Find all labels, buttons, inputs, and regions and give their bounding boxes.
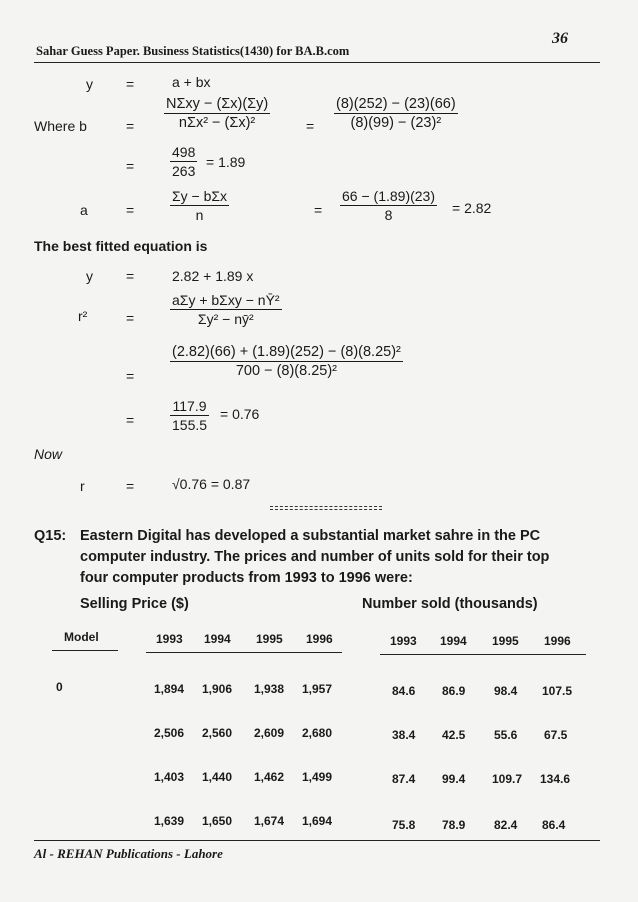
b-result: = 1.89 bbox=[206, 154, 246, 170]
best-fit-equation: 2.82 + 1.89 x bbox=[172, 268, 254, 284]
sold-year-header: 1993 bbox=[390, 634, 417, 648]
number-sold-header: Number sold (thousands) bbox=[362, 596, 538, 612]
question-line: computer industry. The prices and number of units sold for their top bbox=[80, 549, 550, 565]
table-header-rule bbox=[146, 652, 342, 653]
a-substituted-denominator: 8 bbox=[384, 207, 393, 223]
footer-rule bbox=[34, 840, 600, 841]
a-formula-numerator: Σy − bΣx bbox=[172, 188, 228, 204]
a-substituted-fraction bbox=[340, 188, 437, 223]
r2-substituted-fraction bbox=[170, 344, 403, 379]
a-label: a bbox=[80, 202, 88, 218]
equals-sign: = bbox=[126, 478, 135, 494]
regression-equation: a + bx bbox=[172, 74, 211, 90]
r2-formula-numerator: aΣy + bΣxy − nȲ² bbox=[172, 292, 280, 308]
table-header-rule bbox=[52, 650, 118, 651]
section-separator bbox=[270, 509, 382, 510]
equals-sign: = bbox=[126, 118, 135, 134]
table-cell: 1,499 bbox=[302, 770, 333, 784]
table-cell: 1,639 bbox=[154, 814, 185, 828]
header-rule bbox=[34, 62, 600, 63]
table-cell: 99.4 bbox=[442, 772, 466, 786]
a-result: = 2.82 bbox=[452, 200, 492, 216]
footer-publisher: Al - REHAN Publications - Lahore bbox=[34, 846, 223, 861]
table-cell: 87.4 bbox=[392, 772, 416, 786]
r2-result: = 0.76 bbox=[220, 406, 260, 422]
page-number: 36 bbox=[552, 30, 568, 47]
b-formula-fraction bbox=[164, 96, 270, 131]
table-cell-model: 0 bbox=[56, 680, 63, 694]
header-title: Sahar Guess Paper. Business Statistics(1430) for BA.B.com bbox=[36, 44, 350, 58]
equals-sign: = bbox=[314, 202, 323, 218]
a-substituted-numerator: 66 − (1.89)(23) bbox=[342, 188, 435, 204]
table-cell: 86.4 bbox=[542, 818, 566, 832]
table-cell: 86.9 bbox=[442, 684, 466, 698]
b-substituted-numerator: (8)(252) − (23)(66) bbox=[336, 96, 456, 112]
r2-value-denominator: 155.5 bbox=[172, 417, 208, 433]
table-cell: 78.9 bbox=[442, 818, 466, 832]
r2-value-numerator: 117.9 bbox=[172, 398, 207, 414]
price-year-header: 1993 bbox=[156, 632, 183, 646]
table-cell: 1,694 bbox=[302, 814, 333, 828]
table-cell: 84.6 bbox=[392, 684, 416, 698]
best-fit-y: y bbox=[86, 268, 93, 284]
equals-sign: = bbox=[126, 368, 135, 384]
table-cell: 2,609 bbox=[254, 726, 285, 740]
r2-formula-denominator: Σy² − nȳ² bbox=[197, 311, 254, 327]
r2-formula-fraction bbox=[170, 292, 282, 327]
r2-value-fraction bbox=[170, 398, 209, 433]
r2-substituted-denominator: 700 − (8)(8.25)² bbox=[235, 363, 338, 379]
b-value-numerator: 498 bbox=[172, 144, 196, 160]
table-cell: 1,938 bbox=[254, 682, 285, 696]
equals-sign: = bbox=[306, 118, 315, 134]
table-cell: 98.4 bbox=[494, 684, 518, 698]
now-label: Now bbox=[34, 446, 63, 462]
b-substituted-fraction bbox=[334, 96, 458, 131]
equals-sign: = bbox=[126, 268, 135, 284]
a-formula-fraction bbox=[170, 188, 229, 223]
question-line: Eastern Digital has developed a substantial market sahre in the PC bbox=[80, 528, 541, 544]
table-cell: 2,560 bbox=[202, 726, 233, 740]
selling-price-header: Selling Price ($) bbox=[80, 596, 189, 612]
table-cell: 1,403 bbox=[154, 770, 185, 784]
a-formula-denominator: n bbox=[195, 207, 204, 223]
table-cell: 1,462 bbox=[254, 770, 285, 784]
question-number: Q15: bbox=[34, 528, 67, 544]
table-header-rule bbox=[380, 654, 586, 655]
table-cell: 75.8 bbox=[392, 818, 416, 832]
where-b-label: Where b bbox=[34, 118, 87, 134]
b-formula-numerator: NΣxy − (Σx)(Σy) bbox=[166, 96, 269, 112]
table-cell: 1,674 bbox=[254, 814, 285, 828]
r2-substituted-numerator: (2.82)(66) + (1.89)(252) − (8)(8.25)² bbox=[172, 344, 401, 360]
equals-sign: = bbox=[126, 76, 135, 92]
equals-sign: = bbox=[126, 412, 135, 428]
r2-label: r² bbox=[78, 308, 88, 324]
table-cell: 55.6 bbox=[494, 728, 518, 742]
table-cell: 107.5 bbox=[542, 684, 573, 698]
table-cell: 1,957 bbox=[302, 682, 333, 696]
section-separator bbox=[270, 506, 382, 507]
price-year-header: 1994 bbox=[204, 632, 231, 646]
table-cell: 67.5 bbox=[544, 728, 568, 742]
b-value-fraction bbox=[170, 144, 197, 179]
table-cell: 2,680 bbox=[302, 726, 333, 740]
table-cell: 38.4 bbox=[392, 728, 416, 742]
r-result: √0.76 = 0.87 bbox=[172, 476, 251, 492]
table-cell: 1,906 bbox=[202, 682, 233, 696]
y-label: y bbox=[86, 76, 93, 92]
equals-sign: = bbox=[126, 158, 135, 174]
table-cell: 2,506 bbox=[154, 726, 185, 740]
price-year-header: 1995 bbox=[256, 632, 283, 646]
sold-year-header: 1995 bbox=[492, 634, 519, 648]
sold-year-header: 1996 bbox=[544, 634, 571, 648]
table-cell: 109.7 bbox=[492, 772, 523, 786]
sold-year-header: 1994 bbox=[440, 634, 467, 648]
equals-sign: = bbox=[126, 310, 135, 326]
table-cell: 1,650 bbox=[202, 814, 233, 828]
table-cell: 1,894 bbox=[154, 682, 185, 696]
r-label: r bbox=[80, 478, 85, 494]
b-value-denominator: 263 bbox=[172, 163, 196, 179]
b-substituted-denominator: (8)(99) − (23)² bbox=[350, 115, 442, 131]
model-column-header: Model bbox=[64, 630, 99, 644]
table-cell: 42.5 bbox=[442, 728, 466, 742]
price-year-header: 1996 bbox=[306, 632, 333, 646]
table-cell: 1,440 bbox=[202, 770, 233, 784]
b-formula-denominator: nΣx² − (Σx)² bbox=[178, 115, 256, 131]
table-cell: 134.6 bbox=[540, 772, 571, 786]
table-cell: 82.4 bbox=[494, 818, 518, 832]
question-line: four computer products from 1993 to 1996 were: bbox=[80, 570, 413, 586]
best-fit-heading: The best fitted equation is bbox=[34, 238, 208, 254]
equals-sign: = bbox=[126, 202, 135, 218]
